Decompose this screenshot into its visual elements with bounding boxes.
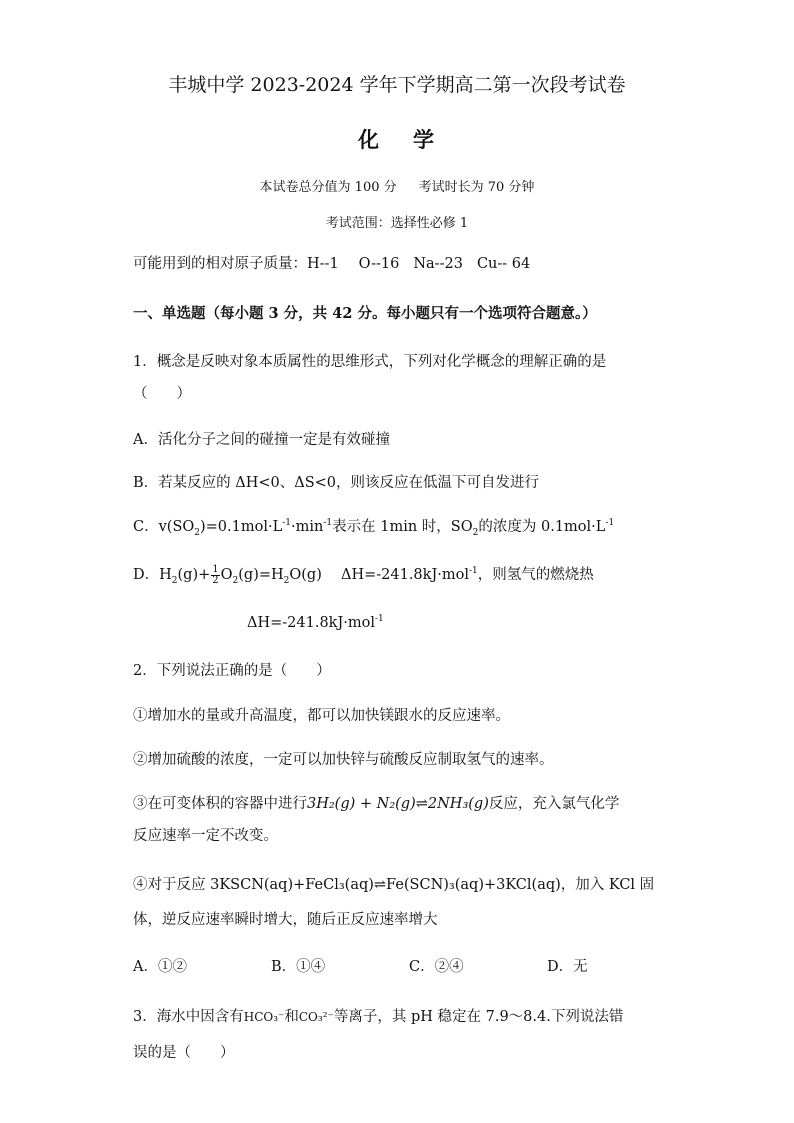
q1-c-sup: -1 <box>605 518 615 529</box>
q1-d2-part: ΔH=-241.8kJ·mol <box>247 614 376 631</box>
q2-s3-equation: 3H₂(g) + N₂(g)⇌2NH₃(g) <box>307 796 489 812</box>
q3-part: 3．海水中因含有 <box>133 1009 244 1025</box>
q1-d-part: O <box>220 567 233 583</box>
q2-choice-c: C．②④ <box>409 959 464 975</box>
time-info: 考试时长为 70 分钟 <box>418 180 535 195</box>
fraction-numerator: 1 <box>212 563 219 575</box>
q2-choice-a: A．①② <box>133 959 187 975</box>
q1-c-part: 表示在 1min 时，SO <box>332 519 473 535</box>
q1-c-part: C．v(SO <box>133 519 195 535</box>
q1-stem-line1: 1．概念是反映对象本质属性的思维形式，下列对化学概念的理解正确的是 <box>133 354 607 370</box>
subject-char-1: 化 <box>358 127 381 152</box>
q1-option-d-line2 <box>247 614 384 631</box>
mass-na: Na--23 <box>413 256 463 272</box>
q1-c-sub: 2 <box>194 527 200 538</box>
q3-stem-line2: 误的是（ ） <box>133 1045 235 1061</box>
q1-c-part: ·min <box>291 519 324 535</box>
q3-stem-line1 <box>133 1005 623 1026</box>
q1-d-part: D．H <box>133 567 172 583</box>
q1-d-part: (g)=H <box>238 567 284 583</box>
q3-part: 和 <box>284 1009 299 1025</box>
q2-s3-part: 反应，充入氯气化学 <box>488 796 620 812</box>
q1-option-c <box>133 515 614 538</box>
q1-d-part: ，则氢气的燃烧热 <box>477 567 594 583</box>
q2-statement-3 <box>133 792 619 813</box>
subject-char-2: 学 <box>413 127 436 152</box>
q3-ion-carbonate: CO₃²⁻ <box>298 1010 334 1024</box>
q2-statement-3-line2: 反应速率一定不改变。 <box>133 828 278 844</box>
q2-statement-1: ①增加水的量或升高温度，都可以加快镁跟水的反应速率。 <box>133 708 510 724</box>
q1-option-a: A．活化分子之间的碰撞一定是有效碰撞 <box>133 432 390 448</box>
section-heading: 一、单选题（每小题 3 分，共 42 分。每小题只有一个选项符合题意。） <box>133 305 597 322</box>
mass-cu: Cu-- 64 <box>476 256 531 272</box>
q2-stem: 2．下列说法正确的是（ ） <box>133 663 331 679</box>
fraction-one-half <box>211 565 219 586</box>
mass-h: H--1 <box>307 256 339 272</box>
q2-statement-4: ④对于反应 3KSCN(aq)+FeCl₃(aq)⇌Fe(SCN)₃(aq)+3KCl(aq)，加入 KCl 固 <box>133 877 655 893</box>
q1-option-d <box>133 563 594 586</box>
fraction-denominator: 2 <box>212 574 219 586</box>
q1-option-b: B．若某反应的 ΔH<0、ΔS<0，则该反应在低温下可自发进行 <box>133 475 540 491</box>
q2-statement-4-line2: 体，逆反应速率瞬时增大，随后正反应速率增大 <box>133 912 438 928</box>
q1-c-sup: -1 <box>323 518 333 529</box>
exam-title: 丰城中学 2023-2024 学年下学期高二第一次段考试卷 <box>168 74 626 96</box>
q3-part: 等离子，其 pH 稳定在 7.9～8.4.下列说法错 <box>333 1009 624 1025</box>
q1-d-sub: 2 <box>283 575 290 586</box>
q1-c-part: 的浓度为 0.1mol·L <box>478 519 606 535</box>
masses-label: 可能用到的相对原子质量： <box>133 256 307 272</box>
atomic-masses <box>133 252 530 273</box>
q2-choices <box>133 955 685 976</box>
q1-c-part: )=0.1mol·L <box>200 519 283 535</box>
subject-title <box>0 124 794 154</box>
q1-c-sup: -1 <box>282 518 292 529</box>
q2-statement-2: ②增加硫酸的浓度，一定可以加快锌与硫酸反应制取氢气的速率。 <box>133 752 554 768</box>
q2-choice-b: B．①④ <box>271 959 326 975</box>
mass-o: O--16 <box>358 256 400 272</box>
q1-stem-line2: （ ） <box>133 386 191 402</box>
q1-d-sup: -1 <box>468 566 478 577</box>
exam-scope: 考试范围：选择性必修 1 <box>325 216 469 231</box>
q1-d-sub: 2 <box>171 575 178 586</box>
q2-choice-d: D．无 <box>547 959 588 975</box>
q1-c-sub: 2 <box>472 527 479 538</box>
q3-ion-bicarbonate: HCO₃⁻ <box>243 1010 285 1024</box>
q2-s3-part: ③在可变体积的容器中进行 <box>133 796 307 812</box>
q1-d-part: (g)+ <box>177 567 211 583</box>
q1-d-sub: 2 <box>232 575 239 586</box>
exam-info <box>0 176 794 195</box>
q1-d2-sup: -1 <box>375 614 384 624</box>
q1-d-part: O(g) ΔH=-241.8kJ·mol <box>289 567 469 583</box>
score-info: 本试卷总分值为 100 分 <box>259 180 397 195</box>
